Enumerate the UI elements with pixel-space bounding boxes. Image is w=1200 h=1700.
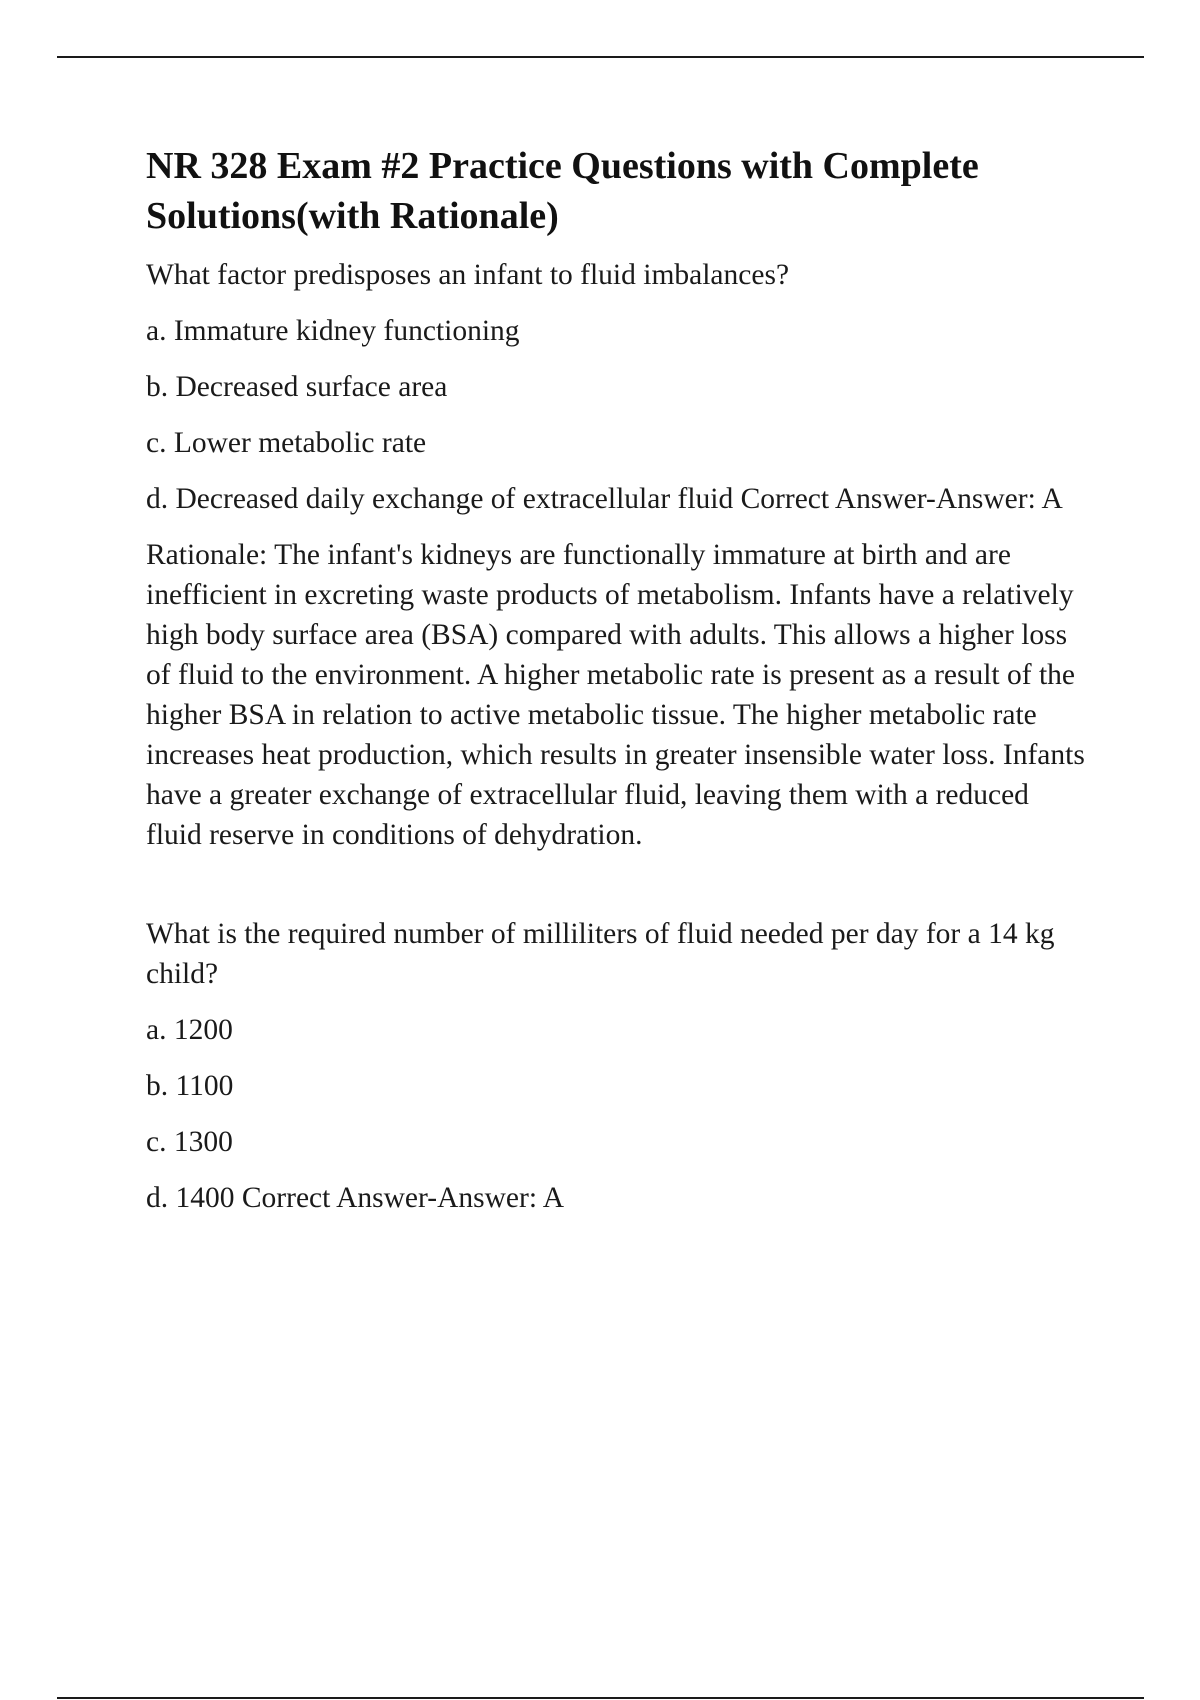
option-a: a. 1200: [146, 1014, 233, 1046]
document-title: NR 328 Exam #2 Practice Questions with Complete Solutions(with Rationale): [146, 145, 979, 237]
option-c: c. Lower metabolic rate: [146, 427, 427, 459]
option-d: d. Decreased daily exchange of extracellular fluid Correct Answer-Answer: A: [146, 483, 1063, 515]
option-b: b. 1100: [146, 1070, 234, 1102]
bottom-rule: [57, 1697, 1144, 1699]
option-a: a. Immature kidney functioning: [146, 315, 520, 347]
document-body: [146, 141, 1086, 1234]
option-c: c. 1300: [146, 1126, 233, 1158]
option-b: b. Decreased surface area: [146, 371, 448, 403]
question-2: [146, 914, 1086, 1218]
rationale-text: Rationale: The infant's kidneys are functionally immature at birth and are inefficient in excreting waste products of metabolism. Infants have a relatively high body surface area (BSA) compared with adults. This allows a higher loss of fluid to the environment. A higher metabolic rate is present as a result of the higher BSA in relation to active metabolic tissue. The higher metabolic rate increases heat production, which results in greater insensible water loss. Infants have a greater exchange of extracellular fluid, leaving them with a reduced fluid reserve in conditions of dehydration.: [146, 539, 1085, 851]
question-text: What is the required number of milliliters of fluid needed per day for a 14 kg child?: [146, 918, 1055, 990]
top-rule: [57, 56, 1144, 58]
question-text: What factor predisposes an infant to fluid imbalances?: [146, 259, 790, 291]
question-1: [146, 255, 1086, 855]
option-d: d. 1400 Correct Answer-Answer: A: [146, 1182, 565, 1214]
